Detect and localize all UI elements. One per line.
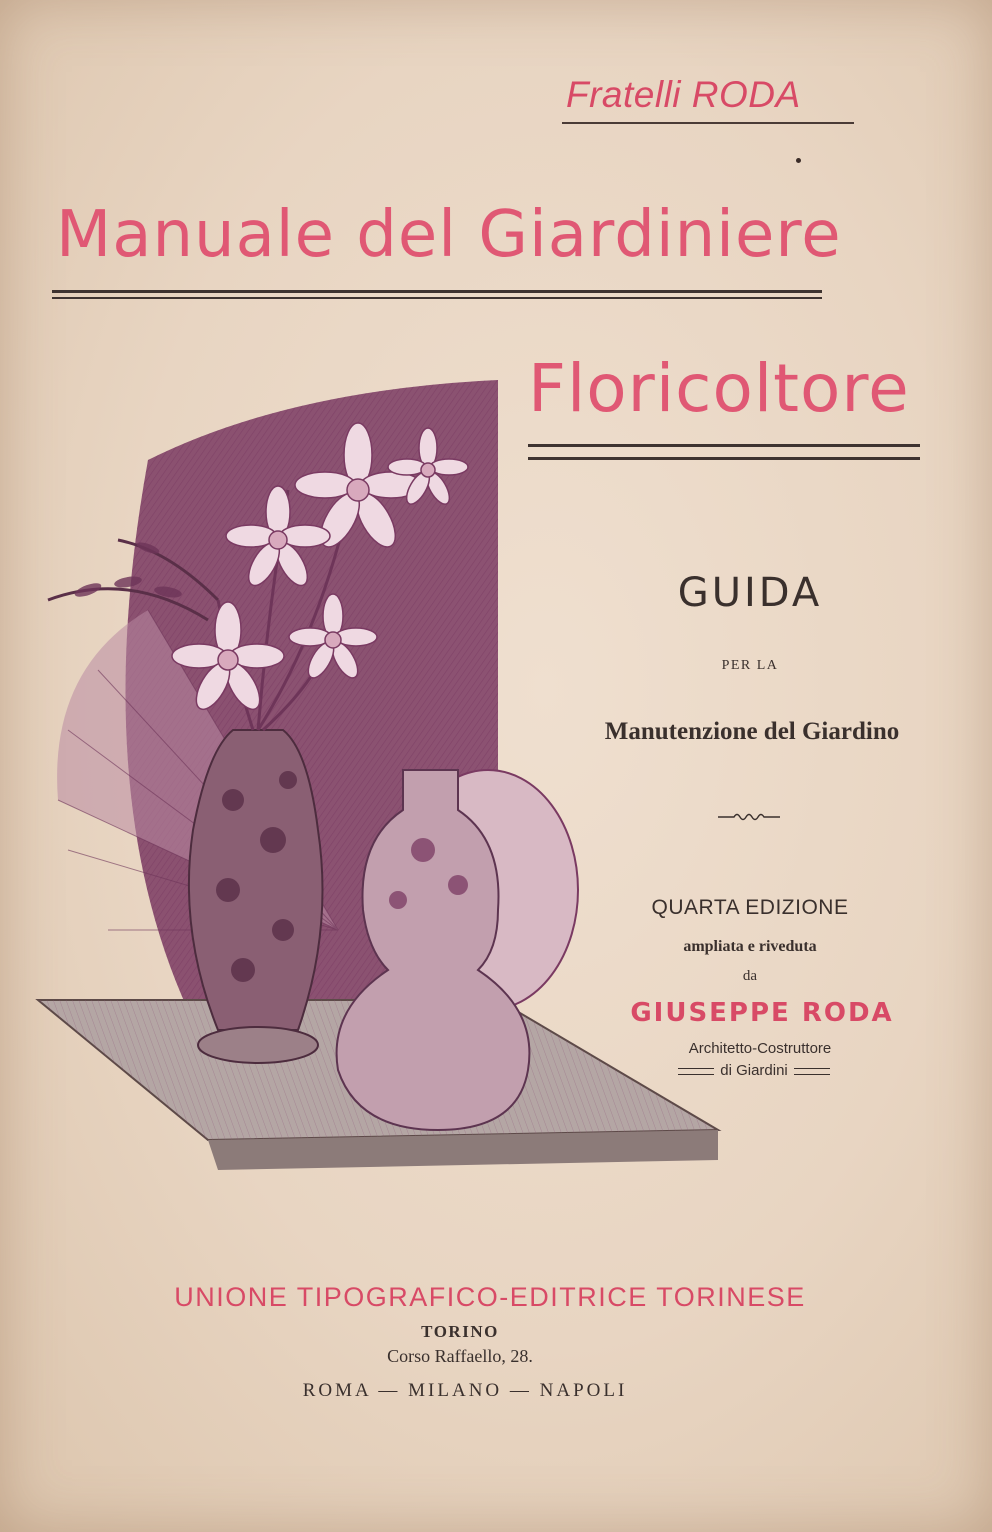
- engraving-illustration: [28, 370, 728, 1170]
- publisher-rule: [562, 122, 854, 124]
- author-role-line-2-wrap: [664, 1062, 844, 1079]
- author-role-line-2: di Giardini: [720, 1062, 788, 1079]
- publisher-branches: ROMA — MILANO — NAPOLI: [302, 1380, 628, 1401]
- title-line-1: Manuale del Giardiniere: [56, 198, 842, 272]
- guide-heading: GUIDA: [677, 570, 823, 616]
- publisher-address: Corso Raffaello, 28.: [387, 1346, 533, 1366]
- publisher-imprint: UNIONE TIPOGRAFICO-EDITRICE TORINESE: [174, 1282, 806, 1312]
- ornament-dot: [796, 158, 801, 163]
- edition-note: ampliata e riveduta: [683, 938, 817, 955]
- author-name: GIUSEPPE RODA: [630, 998, 894, 1028]
- title-rule-1: [52, 290, 822, 299]
- publisher-city: TORINO: [421, 1322, 499, 1341]
- divider-ornament: [718, 810, 780, 824]
- by-label: da: [742, 968, 758, 984]
- guide-subject: Manutenzione del Giardino: [604, 718, 900, 745]
- publisher-top: Fratelli RODA: [566, 74, 801, 115]
- edition: QUARTA EDIZIONE: [651, 896, 849, 919]
- title-line-2: Floricoltore: [528, 350, 910, 427]
- role-dash-left: [678, 1068, 714, 1075]
- author-role-line-1: Architetto-Costruttore: [688, 1040, 832, 1057]
- guide-connector: PER LA: [721, 658, 779, 673]
- role-dash-right: [794, 1068, 830, 1075]
